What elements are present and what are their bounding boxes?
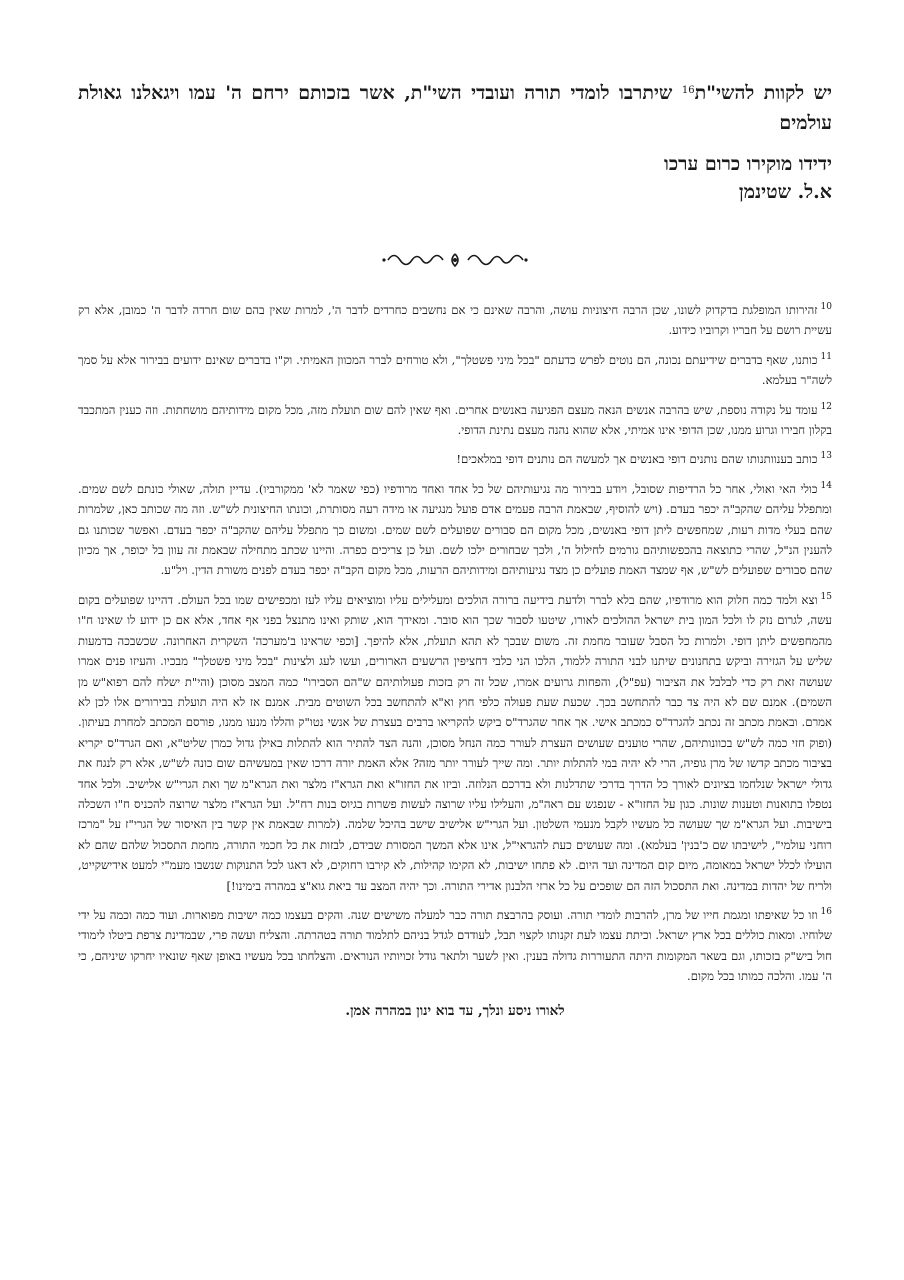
footnote-text: כולי האי ואולי, אחר כל הרדיפות שסובל, ויודע בבירור מה נגיעותיהם של כל אחד ואחד מרודפיו (כפי שאמר לא' ממקורביו). עדיין תולה, שאולי כונתם לשם שמים. ומתפלל עליהם שהקב"ה יכפר בעדם. (ויש להוסיף, שבאמת הרבה פעמים אדם פועל מנגיעה או מידה רעה מסותרת, וכונתו החיצונית לש"ש. וזה מה שכותב כאן, שלמרות שהם בעלי מדות רעות, שמחפשים ליתן דופי באנשים, מכל מקום הם סבורים שפועלים לשם שמים. ומשום כך מתפלל עליהם שהקב"ה יכפר בעדם. ואפשר שכותנו גם להענין הנ"ל, שהרי כתוצאה בהכפשותיהם גורמים לחילול ה', ולכך שבחורים ילכו לשם. ועל כן צריכים כפרה. והיינו שכתב מתחילה שבאמת זה עוון בל יכופר, אך מכיון שהם סבורים שפועלים לש"ש, אף שמצד האמת פועלים כן מצד נגיעותיהם ומידותיהם הרעות, מכל מקום הקב"ה יכפר בעדם לפנים משורת הדין. ויל"ע.: [78, 481, 832, 578]
closing-line: לאורו ניסע ונלך, עד בוא ינון במהרה אמן.: [345, 1002, 565, 1019]
footnote-15: [78, 590, 832, 896]
intro-text-end: שיתרבו לומדי תורה ועובדי השי"ת, אשר בזכותם ירחם ה' עמו ויגאלנו גאולת עולמים: [78, 82, 832, 134]
footnote-10: [78, 300, 832, 341]
footnote-text: וצא ולמד כמה חלוק הוא מרודפיו, שהם בלא לברר ולדעת בידיעה ברורה הולכים ומעלילים עליו ומוציאים עליו לעז ומכפישים שמו בכל העולם. דהיינו שפועלים בקום עשה, לגרום נזק לו ולכל המון בית ישראל ההולכים לאורו, שיטעו לסבור שכך הוא סובר. ומאידך הוא, שותק ואינו מתנצל בפני אף אחד, אלא אם כן ידוע לו שאינו ח"ו מהמחפשים ליתן דופי. ולמרות כל הסבל שעובר מחמת זה. משום שבכך לא תהא תועלת, אלא להיפך. [וכפי שראינו ב'מערכה' השקרית האחרונה. שכשבכה בדמעות שליש על הגזירה וביקש בתחנונים שיתנו לבני התורה ללמוד, הלכו הני כלבי דחציפין הרשעים הארורים, ועשו לעג ולצינות "בכל מיני פשטלך" מבכיו. והעיזו פנים אמרו שעושה זאת רק כדי לבלבל את הציבור (עפ"ל), והפחות גרועים אמרו, שכל זה רק בזכות פעולותיהם ש"הם הסבירו" כמה המצב מסוכן (והי"ת ישלח להם רפוא"ש מן השמים). אמנם שם לא היה צד כבר להתחשב בכך. שכעת שעת פעולה כלפי חוץ וא"א להתחשב בכל השוטים מבית. אמנם אז לא היה תועלת בבירורים אלו לכן לא אמרם. ובאמת מכתב זה נכתב להגרד"ס כמכתב אישי. אך אחר שהגרד"ס ביקש להקריאו ברבים בעצרת של אנשי נטו"ק והללו מנעו ממנו, פורסם המכתב למחרת בעיתון. (ופוק חזי כמה לש"ש בכוונותיהם, שהרי טוענים שעושים העצרת לעורר כמה הנחל מסוכן, והנה הצד להתיר הוא להתלות באילן גדול כמרן שליט"א, ואם הגרד"ס יקריא בציבור מכתב קדשו של מרן גופיה, הרי לא יהיה במי להתלות יותר. ומה שייך לעורר יותר מזה? אלא האמת יורה דרכו שאין במעשיהם שום כונה לש"ש, אלא רק לנגח את גדולי ישראל שנלחמו בציונים לאורך כל הדרך בדרכי שתדלנות ולא בדרכם הנלוזה. וביזו את החזו"א ואת הגרא"ז מלצר ואת הגרא"מ שך ואת הגרי"ש אלישיב. ולכל אחד נטפלו בתואנות וטענות שונות. כגון על החזו"א - שנפגש עם ראה"מ, והעלילו עליו שרוצה לעשות פשרות בגיוס בנות רח"ל. ועל הגרא"ז מלצר שרוצה להכניס ח"ו השכלה בישיבות. ועל הגרא"מ שך שעושה כל מעשיו לקבל מנעמי השלטון. ועל הגרי"ש אלישיב שישב בהיכל שלמה. (למרות שבאמת אין קשר בין האיסור של הגרי"ז על "מרכז רוחני עולמי", לישיבתו שם כ'בנין' בעלמא). ומה שעושים כעת להגראי"ל, אינו אלא המשך המסורת שבידם, לבזות את כל חכמי התורה, מחמת התסכול שלהם שהם לא הועילו לכלל ישראל במאומה, מיום קום המדינה ועד היום. לא פתחו ישיבות, לא הקימו קהילות, לא קירבו רחוקים, לא דאגו לכל התנוקות שנשבו מעמ"י למעט אידישקייט, ולריח של יהדות במדינה. ואת התסכול הזה הם שופכים על כל ארזי הלבנון אדירי התורה. וכך יהיה המצב עד ביאת גוא"צ במהרה בימינו!]: [78, 592, 832, 893]
footnote-13: [78, 449, 832, 469]
footnote-number: 15: [820, 591, 832, 602]
signature-block: [78, 150, 832, 206]
footnote-number: 13: [820, 451, 832, 462]
signature-line-1: ידידו מוקירו כרום ערכו: [664, 153, 832, 175]
signature-name: א.ל. שטינמן: [738, 181, 832, 203]
footnote-11: [78, 350, 832, 391]
footnote-ref-16: 16: [681, 85, 695, 96]
intro-paragraph: [78, 78, 832, 138]
intro-text-start: יש לקוות להשי"ת: [694, 82, 832, 104]
footnote-14: [78, 479, 832, 581]
footnote-text: זהירותו המופלגת בדקדוק לשונו, שכן הרבה חיצוניות עושה, והרבה שאינם כי אם נחשבים כחרדים לדבר ה', למרות שאין בהם שום חרדה לדבר ה' כמובן, אלא רק עשיית רושם על חבריו וקרוביו כידוע.: [78, 303, 832, 338]
footnote-number: 10: [820, 302, 832, 312]
footnotes-section: [78, 300, 832, 987]
footnote-12: [78, 400, 832, 441]
footnote-text: עומד על נקודה נוספת, שיש בהרבה אנשים הנאה מעצם הפגיעה באנשים אחרים. ואף שאין להם שום תועלת מזה, מכל מקום מידותיהם מושחתות. וזה כענין המתכבד בקלון חבירו וגרוע ממנו, שכן הדופי אינו אמיתי, אלא שהוא נהנה מעצם נתינת הדופי.: [78, 402, 832, 438]
footnote-text: וזו כל שאיפתו ומגמת חייו של מרן, להרבות לומדי תורה. ועוסק בהרבצת תורה כבר למעלה משישים שנה. והקים בעצמו כמה ישיבות מפוארות. ועוד כמה וכמה על ידי שלוחיו. ומאות כוללים בכל ארץ ישראל. וכיתת עצמו לעת זקנותו לקצוי תבל, לעודדם לגדל בניהם לתלמוד תורה בטהרתה. והצליח ועשה פרי, שבמדינת צרפת ביטלו לימודי חול ביש"ק בזכותו, וגם בשאר המקומות היתה התעוררות גדולה בענין. ואין לשער ולתאר גודל זכויותיו הנוראים. והצלחתו בכל מעשיו באופן שאף שונאיו יחרקו שיניהם, כי ה' עמו. והלכה כמותו בכל מקום.: [78, 907, 832, 984]
footnote-number: 11: [820, 351, 832, 362]
footnote-text: כותב בענוותנותו שהם נותנים דופי באנשים אך למעשה הם נותנים דופי במלאכים!: [456, 452, 818, 467]
footnote-16: [78, 905, 832, 987]
footnote-text: כותנו, שאף בדברים שידיעתם נכונה, הם נוטים לפרש כדעתם "בכל מיני פשטלך", ולא טורחים לברר המכוון האמיתי. וק"ו בדברים שאינם ידועים בבירור אלא על סמך לשה"ר בעלמא.: [78, 352, 832, 388]
footnote-number: 14: [820, 480, 832, 491]
footnote-number: 16: [820, 906, 832, 917]
decorative-flourish-icon: [380, 248, 530, 270]
footnote-number: 12: [820, 401, 833, 412]
